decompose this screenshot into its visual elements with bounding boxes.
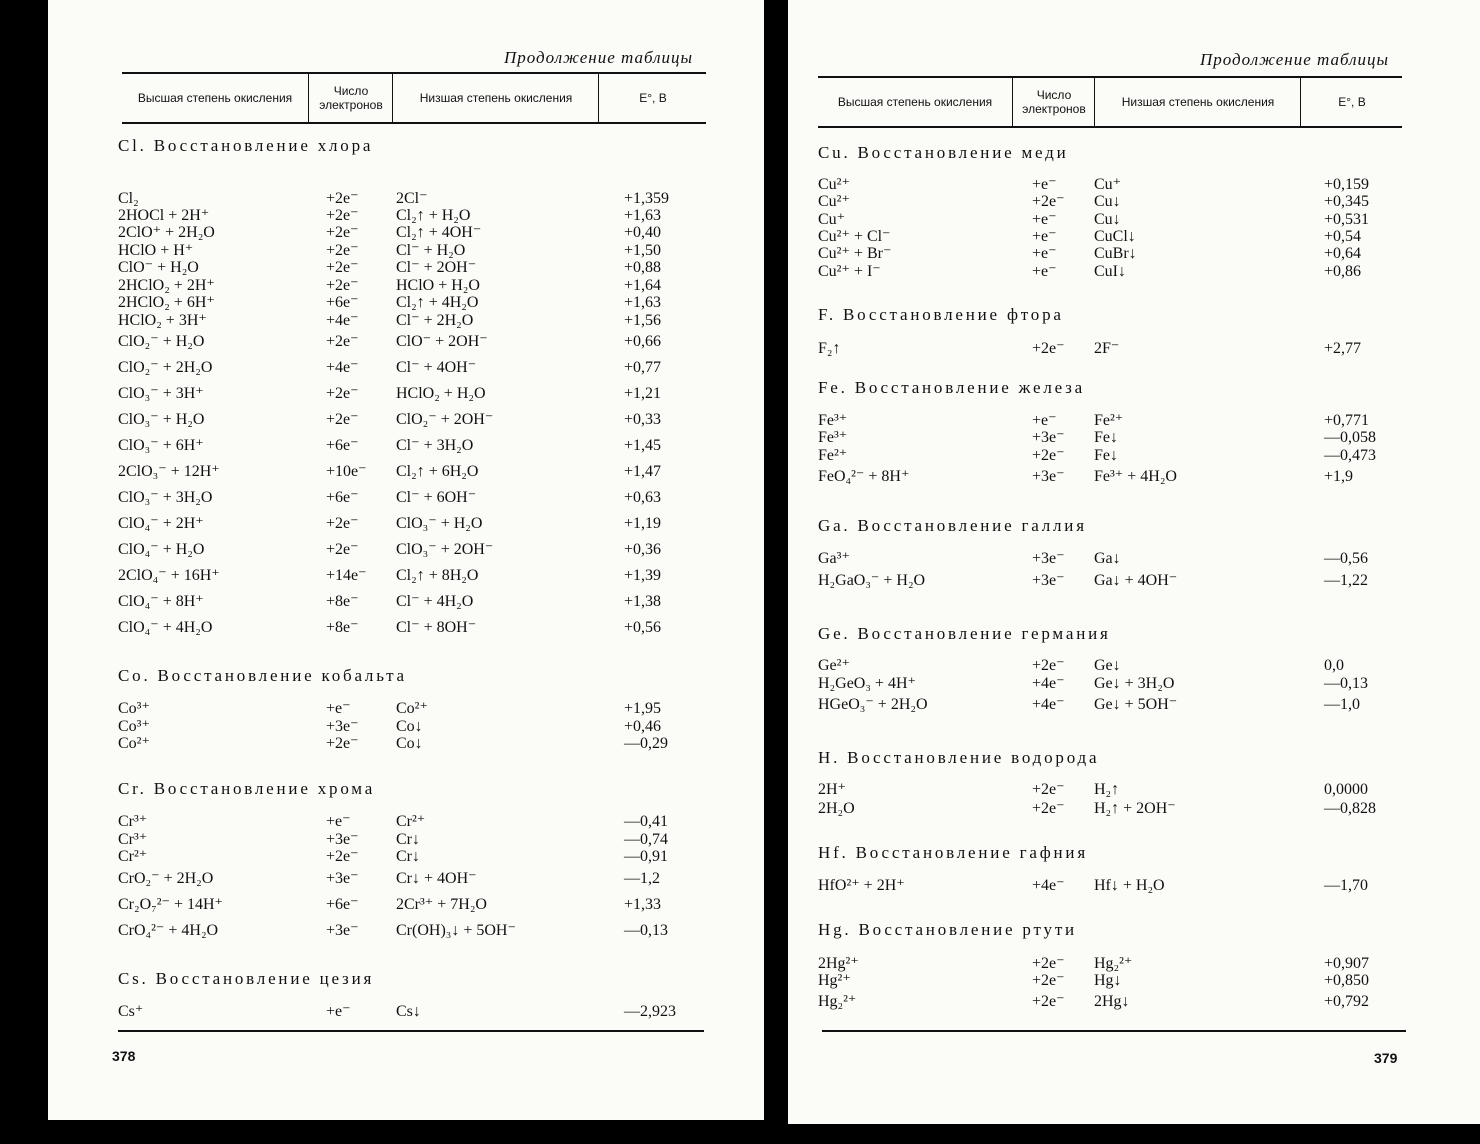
cell-electrons: +3e⁻: [1032, 550, 1065, 567]
cell-electrons: +2e⁻: [326, 207, 359, 224]
header-electrons: Число электронов: [308, 74, 393, 122]
cell-higher: Cu²⁺ + Cl⁻: [818, 228, 891, 245]
cell-potential: —1,22: [1324, 572, 1368, 589]
section-title: Cr. Восстановление хрома: [118, 779, 376, 798]
cell-higher: Fe³⁺: [818, 429, 848, 446]
cell-electrons: +3e⁻: [326, 870, 359, 887]
cell-electrons: +4e⁻: [326, 312, 359, 329]
cell-lower: Cl₂↑ + H₂O: [396, 207, 471, 224]
cell-lower: Cr↓: [396, 831, 420, 848]
cell-electrons: +e⁻: [1032, 245, 1057, 262]
table-row: [788, 675, 1448, 693]
table-row: [788, 447, 1448, 465]
table-row: [48, 700, 708, 718]
cell-lower: CuBr↓: [1094, 245, 1137, 262]
cell-lower: Cr(OH)₃↓ + 5OH⁻: [396, 922, 516, 939]
cell-potential: +2,77: [1324, 340, 1362, 357]
right-page: [788, 0, 1480, 1124]
cell-higher: Ge²⁺: [818, 657, 850, 674]
table-header: [818, 76, 1402, 128]
table-row: [48, 359, 708, 377]
cell-lower: ClO₂⁻ + 2OH⁻: [396, 411, 494, 428]
cell-higher: Hg₂²⁺: [818, 993, 857, 1010]
cell-lower: Cr²⁺: [396, 813, 426, 830]
cell-potential: +0,88: [624, 259, 662, 276]
cell-potential: +1,38: [624, 593, 662, 610]
cell-electrons: +2e⁻: [326, 735, 359, 752]
cell-electrons: +2e⁻: [326, 242, 359, 259]
cell-lower: Cl₂↑ + 6H₂O: [396, 463, 479, 480]
table-row: [48, 567, 708, 585]
cell-potential: +0,531: [1324, 211, 1370, 228]
cell-higher: 2H₂O: [818, 800, 855, 817]
table-row: [48, 922, 708, 940]
cell-electrons: +e⁻: [326, 813, 351, 830]
cell-potential: +1,39: [624, 567, 662, 584]
cell-higher: ClO₂⁻ + H₂O: [118, 333, 205, 350]
cell-electrons: +2e⁻: [1032, 955, 1065, 972]
continuation-title: Продолжение таблицы: [1200, 50, 1390, 69]
cell-lower: Cl⁻ + 2H₂O: [396, 312, 474, 329]
table-row: [48, 207, 708, 225]
cell-higher: Cu²⁺: [818, 193, 850, 210]
cell-higher: Cu²⁺: [818, 176, 850, 193]
cell-electrons: +2e⁻: [1032, 193, 1065, 210]
table-row: [788, 696, 1448, 714]
header-lower: Низшая степень окисления: [392, 74, 599, 122]
cell-potential: +0,345: [1324, 193, 1370, 210]
section-title: Cs. Восстановление цезия: [118, 969, 375, 988]
cell-potential: —0,13: [1324, 675, 1368, 692]
cell-potential: —0,74: [624, 831, 668, 848]
cell-electrons: +2e⁻: [1032, 781, 1065, 798]
cell-lower: ClO₃⁻ + 2OH⁻: [396, 541, 494, 558]
cell-potential: +0,40: [624, 224, 662, 241]
section-title: Cu. Восстановление меди: [818, 143, 1069, 162]
cell-higher: Fe³⁺: [818, 412, 848, 429]
cell-potential: —1,0: [1324, 696, 1360, 713]
table-row: [788, 193, 1448, 211]
cell-higher: Cl₂: [118, 190, 139, 207]
cell-lower: Cl⁻ + 4OH⁻: [396, 359, 477, 376]
cell-electrons: +2e⁻: [1032, 447, 1065, 464]
cell-higher: Cr²⁺: [118, 848, 148, 865]
cell-higher: ClO₂⁻ + 2H₂O: [118, 359, 213, 376]
table-row: [48, 896, 708, 914]
cell-lower: Cu↓: [1094, 211, 1121, 228]
cell-electrons: +4e⁻: [1032, 877, 1065, 894]
cell-potential: +1,56: [624, 312, 662, 329]
table-row: [788, 412, 1448, 430]
table-row: [48, 848, 708, 866]
section-title: Hf. Восстановление гафния: [818, 843, 1088, 862]
table-row: [788, 877, 1448, 895]
cell-potential: +1,47: [624, 463, 662, 480]
cell-lower: Cl⁻ + 4H₂O: [396, 593, 474, 610]
cell-electrons: +2e⁻: [1032, 800, 1065, 817]
cell-potential: —0,828: [1324, 800, 1376, 817]
table-row: [788, 211, 1448, 229]
cell-potential: +0,64: [1324, 245, 1362, 262]
header-higher: Высшая степень окисления: [837, 95, 993, 109]
table-row: [48, 312, 708, 330]
cell-potential: —1,2: [624, 870, 660, 887]
table-row: [788, 429, 1448, 447]
table-row: [788, 263, 1448, 281]
table-row: [48, 541, 708, 559]
cell-potential: +0,46: [624, 718, 662, 735]
cell-lower: Cl⁻ + 3H₂O: [396, 437, 474, 454]
cell-lower: H₂↑ + 2OH⁻: [1094, 800, 1176, 817]
cell-lower: Fe↓: [1094, 429, 1118, 446]
table-row: [48, 277, 708, 295]
cell-potential: +0,86: [1324, 263, 1362, 280]
cell-lower: Co↓: [396, 735, 423, 752]
table-row: [48, 619, 708, 637]
cell-electrons: +2e⁻: [326, 259, 359, 276]
section-title: F. Восстановление фтора: [818, 305, 1064, 324]
table-row: [48, 463, 708, 481]
cell-electrons: +6e⁻: [326, 294, 359, 311]
cell-electrons: +4e⁻: [1032, 675, 1065, 692]
table-row: [788, 993, 1448, 1011]
section-title: H. Восстановление водорода: [818, 748, 1100, 767]
cell-electrons: +3e⁻: [326, 718, 359, 735]
cell-lower: Hg₂²⁺: [1094, 955, 1133, 972]
cell-electrons: +2e⁻: [1032, 972, 1065, 989]
cell-electrons: +3e⁻: [1032, 572, 1065, 589]
table-row: [788, 176, 1448, 194]
table-row: [48, 411, 708, 429]
cell-electrons: +3e⁻: [326, 922, 359, 939]
table-row: [48, 735, 708, 753]
cell-lower: CuI↓: [1094, 263, 1126, 280]
table-row: [788, 340, 1448, 358]
cell-higher: CrO₂⁻ + 2H₂O: [118, 870, 214, 887]
cell-electrons: +3e⁻: [326, 831, 359, 848]
cell-potential: +0,56: [624, 619, 662, 636]
table-row: [48, 489, 708, 507]
table-row: [48, 224, 708, 242]
bottom-rule: [118, 1030, 704, 1032]
cell-lower: H₂↑: [1094, 781, 1120, 798]
cell-higher: Cu²⁺ + Br⁻: [818, 245, 892, 262]
cell-lower: Cl₂↑ + 4OH⁻: [396, 224, 482, 241]
cell-potential: —0,91: [624, 848, 668, 865]
cell-lower: Cl⁻ + 2OH⁻: [396, 259, 477, 276]
cell-higher: ClO⁻ + H₂O: [118, 259, 199, 276]
cell-potential: 0,0000: [1324, 781, 1368, 798]
cell-lower: Cu↓: [1094, 193, 1121, 210]
cell-electrons: +2e⁻: [326, 541, 359, 558]
cell-higher: Cu²⁺ + I⁻: [818, 263, 881, 280]
cell-higher: Cs⁺: [118, 1003, 144, 1020]
cell-electrons: +e⁻: [1032, 211, 1057, 228]
cell-higher: 2HClO₂ + 6H⁺: [118, 294, 215, 311]
cell-lower: 2Cl⁻: [396, 190, 428, 207]
table-row: [788, 955, 1448, 973]
header-electrons: Число электронов: [1012, 78, 1095, 126]
table-row: [788, 781, 1448, 799]
cell-lower: Ge↓: [1094, 657, 1121, 674]
table-row: [48, 294, 708, 312]
cell-potential: +0,907: [1324, 955, 1370, 972]
cell-electrons: +2e⁻: [326, 848, 359, 865]
cell-potential: +0,36: [624, 541, 662, 558]
cell-electrons: +10e⁻: [326, 463, 367, 480]
cell-lower: Hg↓: [1094, 972, 1122, 989]
cell-lower: CuCl↓: [1094, 228, 1136, 245]
page-number: 379: [1374, 1050, 1398, 1066]
cell-electrons: +6e⁻: [326, 896, 359, 913]
cell-electrons: +2e⁻: [326, 411, 359, 428]
cell-electrons: +2e⁻: [326, 515, 359, 532]
cell-higher: Cu⁺: [818, 211, 846, 228]
page-number: 378: [112, 1048, 136, 1064]
cell-higher: Hg²⁺: [818, 972, 851, 989]
cell-higher: CrO₄²⁻ + 4H₂O: [118, 922, 219, 939]
cell-higher: ClO₃⁻ + 3H₂O: [118, 489, 213, 506]
header-potential: E°, B: [598, 74, 707, 122]
cell-potential: —0,56: [1324, 550, 1368, 567]
left-page: [48, 0, 764, 1120]
cell-lower: Cl⁻ + 8OH⁻: [396, 619, 477, 636]
cell-potential: +1,359: [624, 190, 670, 207]
cell-higher: Cr³⁺: [118, 831, 148, 848]
bottom-rule: [822, 1030, 1406, 1032]
cell-electrons: +4e⁻: [1032, 696, 1065, 713]
cell-higher: 2H⁺: [818, 781, 846, 798]
section-title: Fe. Восстановление железа: [818, 378, 1086, 397]
cell-potential: +1,63: [624, 207, 662, 224]
table-row: [48, 593, 708, 611]
cell-potential: +0,66: [624, 333, 662, 350]
table-row: [48, 1003, 708, 1021]
cell-lower: Fe²⁺: [1094, 412, 1124, 429]
cell-higher: ClO₄⁻ + 2H⁺: [118, 515, 204, 532]
cell-higher: H₂GeO₃ + 4H⁺: [818, 675, 916, 692]
table-row: [48, 437, 708, 455]
cell-higher: ClO₄⁻ + 8H⁺: [118, 593, 204, 610]
cell-potential: +0,792: [1324, 993, 1370, 1010]
cell-higher: 2ClO⁺ + 2H₂O: [118, 224, 215, 241]
cell-lower: Ga↓: [1094, 550, 1121, 567]
table-row: [788, 800, 1448, 818]
cell-higher: HClO₂ + 3H⁺: [118, 312, 207, 329]
cell-potential: —0,13: [624, 922, 668, 939]
cell-electrons: +14e⁻: [326, 567, 367, 584]
cell-higher: 2ClO₃⁻ + 12H⁺: [118, 463, 220, 480]
cell-electrons: +2e⁻: [326, 333, 359, 350]
cell-potential: +1,95: [624, 700, 662, 717]
cell-electrons: +e⁻: [1032, 412, 1057, 429]
cell-lower: Fe³⁺ + 4H₂O: [1094, 468, 1177, 485]
cell-potential: +0,771: [1324, 412, 1370, 429]
cell-lower: 2Cr³⁺ + 7H₂O: [396, 896, 487, 913]
cell-lower: Cu⁺: [1094, 176, 1122, 193]
cell-higher: ClO₃⁻ + 3H⁺: [118, 385, 204, 402]
cell-lower: HClO + H₂O: [396, 277, 480, 294]
cell-lower: ClO₃⁻ + H₂O: [396, 515, 483, 532]
cell-potential: +0,77: [624, 359, 662, 376]
cell-electrons: +6e⁻: [326, 437, 359, 454]
cell-higher: ClO₄⁻ + 4H₂O: [118, 619, 213, 636]
cell-higher: ClO₄⁻ + H₂O: [118, 541, 205, 558]
cell-electrons: +8e⁻: [326, 619, 359, 636]
cell-electrons: +2e⁻: [1032, 657, 1065, 674]
cell-potential: +0,63: [624, 489, 662, 506]
table-row: [48, 385, 708, 403]
cell-electrons: +e⁻: [1032, 176, 1057, 193]
cell-higher: HClO + H⁺: [118, 242, 194, 259]
cell-higher: ClO₃⁻ + H₂O: [118, 411, 205, 428]
section-title: Co. Восстановление кобальта: [118, 666, 407, 685]
cell-electrons: +4e⁻: [326, 359, 359, 376]
cell-electrons: +2e⁻: [326, 190, 359, 207]
cell-lower: Cl⁻ + H₂O: [396, 242, 466, 259]
cell-potential: —0,29: [624, 735, 668, 752]
cell-potential: +0,54: [1324, 228, 1362, 245]
continuation-title: Продолжение таблицы: [504, 48, 694, 67]
cell-lower: 2F⁻: [1094, 340, 1120, 357]
cell-lower: Ga↓ + 4OH⁻: [1094, 572, 1178, 589]
cell-potential: +0,850: [1324, 972, 1370, 989]
section-title: Ge. Восстановление германия: [818, 624, 1111, 643]
table-row: [48, 190, 708, 208]
cell-lower: Co²⁺: [396, 700, 428, 717]
cell-lower: Cl⁻ + 6OH⁻: [396, 489, 477, 506]
cell-lower: Cr↓ + 4OH⁻: [396, 870, 477, 887]
cell-lower: 2Hg↓: [1094, 993, 1130, 1010]
cell-electrons: +2e⁻: [1032, 993, 1065, 1010]
cell-potential: +1,33: [624, 896, 662, 913]
table-row: [48, 831, 708, 849]
cell-potential: —0,41: [624, 813, 668, 830]
cell-electrons: +e⁻: [326, 1003, 351, 1020]
cell-higher: Cr₂O₇²⁻ + 14H⁺: [118, 896, 223, 913]
table-row: [788, 657, 1448, 675]
cell-potential: +1,64: [624, 277, 662, 294]
cell-higher: Co³⁺: [118, 718, 150, 735]
table-row: [48, 870, 708, 888]
cell-higher: Fe²⁺: [818, 447, 848, 464]
cell-lower: ClO⁻ + 2OH⁻: [396, 333, 488, 350]
cell-electrons: +e⁻: [1032, 228, 1057, 245]
table-row: [48, 333, 708, 351]
table-row: [788, 972, 1448, 990]
cell-higher: H₂GaO₃⁻ + H₂O: [818, 572, 926, 589]
cell-lower: Ge↓ + 3H₂O: [1094, 675, 1175, 692]
cell-electrons: +e⁻: [1032, 263, 1057, 280]
cell-potential: +1,50: [624, 242, 662, 259]
header-lower: Низшая степень окисления: [1094, 78, 1301, 126]
cell-electrons: +8e⁻: [326, 593, 359, 610]
cell-potential: —0,058: [1324, 429, 1376, 446]
cell-higher: 2ClO₄⁻ + 16H⁺: [118, 567, 220, 584]
cell-potential: +1,63: [624, 294, 662, 311]
cell-lower: Cl₂↑ + 4H₂O: [396, 294, 479, 311]
cell-lower: Cr↓: [396, 848, 420, 865]
cell-electrons: +e⁻: [326, 700, 351, 717]
section-title: Hg. Восстановление ртути: [818, 920, 1077, 939]
cell-potential: —0,473: [1324, 447, 1376, 464]
cell-electrons: +6e⁻: [326, 489, 359, 506]
cell-lower: Hf↓ + H₂O: [1094, 877, 1165, 894]
section-title: Ga. Восстановление галлия: [818, 516, 1087, 535]
cell-potential: —1,70: [1324, 877, 1368, 894]
cell-lower: Cl₂↑ + 8H₂O: [396, 567, 479, 584]
cell-higher: Cr³⁺: [118, 813, 148, 830]
cell-electrons: +2e⁻: [1032, 340, 1065, 357]
header-higher: Высшая степень окисления: [137, 91, 293, 105]
cell-potential: +0,159: [1324, 176, 1370, 193]
table-row: [788, 572, 1448, 590]
table-row: [48, 515, 708, 533]
table-row: [48, 718, 708, 736]
cell-lower: Fe↓: [1094, 447, 1118, 464]
cell-potential: —2,923: [624, 1003, 676, 1020]
table-row: [788, 468, 1448, 486]
cell-electrons: +2e⁻: [326, 224, 359, 241]
cell-electrons: +2e⁻: [326, 277, 359, 294]
cell-higher: Co²⁺: [118, 735, 150, 752]
cell-lower: Ge↓ + 5OH⁻: [1094, 696, 1178, 713]
cell-potential: +0,33: [624, 411, 662, 428]
table-row: [788, 245, 1448, 263]
section-title: Cl. Восстановление хлора: [118, 136, 374, 155]
table-row: [48, 259, 708, 277]
cell-higher: F₂↑: [818, 340, 841, 357]
cell-higher: ClO₃⁻ + 6H⁺: [118, 437, 204, 454]
cell-higher: Ga³⁺: [818, 550, 850, 567]
cell-potential: +1,19: [624, 515, 662, 532]
cell-electrons: +3e⁻: [1032, 468, 1065, 485]
table-row: [48, 242, 708, 260]
cell-electrons: +2e⁻: [326, 385, 359, 402]
cell-higher: FeO₄²⁻ + 8H⁺: [818, 468, 910, 485]
cell-higher: HfO²⁺ + 2H⁺: [818, 877, 905, 894]
table-row: [788, 228, 1448, 246]
table-header: [122, 72, 706, 124]
cell-lower: Cs↓: [396, 1003, 421, 1020]
cell-higher: 2HClO₂ + 2H⁺: [118, 277, 215, 294]
cell-electrons: +3e⁻: [1032, 429, 1065, 446]
cell-higher: HGeO₃⁻ + 2H₂O: [818, 696, 928, 713]
cell-higher: 2Hg²⁺: [818, 955, 859, 972]
cell-potential: +1,21: [624, 385, 662, 402]
cell-potential: +1,9: [1324, 468, 1354, 485]
cell-potential: 0,0: [1324, 657, 1344, 674]
cell-higher: 2HOCl + 2H⁺: [118, 207, 210, 224]
table-row: [788, 550, 1448, 568]
cell-potential: +1,45: [624, 437, 662, 454]
header-potential: E°, B: [1300, 78, 1403, 126]
table-row: [48, 813, 708, 831]
cell-lower: HClO₂ + H₂O: [396, 385, 486, 402]
cell-lower: Co↓: [396, 718, 423, 735]
cell-higher: Co³⁺: [118, 700, 150, 717]
